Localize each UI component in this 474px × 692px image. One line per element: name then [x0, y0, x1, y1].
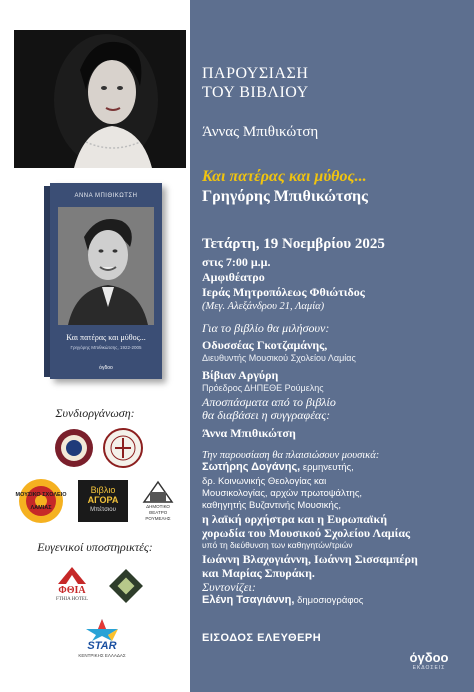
- co-organization-label: Συνδιοργάνωση:: [55, 406, 135, 420]
- metropolis-seal-logo: [103, 428, 143, 468]
- music-line3: Μουσικολογίας, αρχών πρωτοψάλτης,: [202, 488, 363, 499]
- portrait-illustration: [14, 30, 186, 168]
- teachers-line1: Ιωάννη Βλαχογιάννη, Ιωάννη Σισσαμπέρη: [202, 552, 418, 566]
- heading-line2: ΤΟΥ ΒΙΒΛΙΟΥ: [202, 84, 309, 101]
- book-cover: [50, 183, 162, 379]
- fthia-hotel-logo: [50, 564, 94, 608]
- biblio-logo-line2: ΑΓΟΡΑ: [87, 495, 119, 505]
- book-cover-subtitle: Γρηγόρης Μπιθικώτσης, 1922-2005: [70, 345, 142, 350]
- right-panel: [190, 0, 474, 692]
- theater-logo-line1: ΔΗΜΟΤΙΚΟ: [146, 504, 170, 509]
- music-line2: δρ. Κοινωνικής Θεολογίας και: [202, 476, 327, 487]
- free-entry-text: ΕΙΣΟΔΟΣ ΕΛΕΥΘΕΡΗ: [202, 632, 322, 644]
- speaker2-role: Πρόεδρος ΔΗΠΕΘΕ Ρούμελης: [202, 383, 324, 393]
- author-portrait-photo: [14, 30, 186, 168]
- school-logo-line1: ΜΟΥΣΙΚΟ ΣΧΟΛΕΙΟ: [15, 492, 67, 498]
- book-cover-title: Και πατέρας και μύθος...: [66, 333, 146, 342]
- association-seal-logo: [54, 428, 94, 468]
- biblio-logo-line1: Βιβλιο: [90, 485, 116, 495]
- venue-line1: Αμφιθέατρο: [202, 270, 265, 284]
- readings-line2: θα διαβάσει η συγγραφέας:: [202, 408, 331, 422]
- biblio-agora-logo: [78, 480, 128, 522]
- biblio-logo-line3: Μπέτσιου: [90, 507, 116, 513]
- hotel-logo-sub: FTHIA HOTEL: [55, 597, 89, 602]
- left-column: [0, 0, 190, 692]
- book-cover-photo: [58, 207, 154, 325]
- book-cover-publisher: όγδοο: [99, 365, 113, 371]
- heading-line1: ΠΑΡΟΥΣΙΑΣΗ: [202, 65, 309, 82]
- readings-line1: Αποσπάσματα από το βιβλίο: [202, 395, 336, 409]
- singer-illustration: [58, 207, 154, 325]
- speakers-intro: Για το βιβλίο θα μιλήσουν:: [202, 321, 330, 335]
- music-line4: καθηγητής Βυζαντινής Μουσικής,: [202, 500, 342, 511]
- star-channel-logo: [74, 617, 130, 665]
- venue-line2: Ιεράς Μητροπόλεως Φθιώτιδος: [202, 285, 365, 299]
- music-school-logo: [15, 477, 67, 525]
- diamond-sponsor-logo: [106, 566, 146, 606]
- music-performer-line: [202, 462, 468, 474]
- venue-address: (Μεγ. Αλεξάνδρου 21, Λαμία): [202, 301, 325, 312]
- speaker1-role: Διευθυντής Μουσικού Σχολείου Λαμίας: [202, 353, 356, 363]
- hotel-logo-name: ΦΘΙΑ: [58, 585, 86, 596]
- performer-role: ερμηνευτής,: [300, 462, 354, 473]
- book-subject: Γρηγόρης Μπιθικώτσης: [202, 188, 368, 205]
- coordinator-label: Συντονίζει:: [202, 580, 256, 594]
- ensemble-line1: η λαϊκή ορχήστρα και η Ευρωπαϊκή: [202, 512, 388, 526]
- music-intro: Την παρουσίαση θα πλαισιώσουν μουσικά:: [202, 450, 380, 461]
- publisher-sub: ΕΚΔΟΣΕΙΣ: [412, 665, 446, 671]
- publisher-logo: [394, 650, 464, 671]
- speaker2-name: Βίβιαν Αργύρη: [202, 368, 279, 382]
- event-date: Τετάρτη, 19 Νοεμβρίου 2025: [202, 236, 385, 252]
- book-cover-author: ΑΝΝΑ ΜΠΙΘΙΚΩΤΣΗ: [74, 193, 138, 199]
- ensemble-line2: χορωδία του Μουσικού Σχολείου Λαμίας: [202, 526, 411, 540]
- publisher-name: όγδοο: [409, 650, 449, 665]
- direction-line: υπό τη διεύθυνση των καθηγητών/τριών: [202, 540, 353, 550]
- book-title: Και πατέρας και μύθος...: [202, 168, 367, 185]
- coordinator-line: [202, 595, 468, 607]
- coordinator-role: δημοσιογράφος: [294, 595, 364, 606]
- reader-name: Άννα Μπιθικώτση: [202, 426, 296, 440]
- star-logo-sub: ΚΕΝΤΡΙΚΗΣ ΕΛΛΑΔΑΣ: [78, 653, 126, 658]
- theater-logo-line2: ΘΕΑΤΡΟ: [148, 510, 168, 515]
- theater-logo: [140, 478, 176, 524]
- teachers-line2: και Μαρίας Σπυράκη.: [202, 566, 315, 580]
- theater-logo-line3: ΡΟΥΜΕΛΗΣ: [145, 516, 171, 521]
- performer-name: Σωτήρης Δογάνης,: [202, 461, 301, 473]
- author-name: Άννας Μπιθικώτση: [202, 124, 319, 140]
- star-logo-name: STAR: [87, 640, 117, 652]
- coordinator-name: Ελένη Τσαγιάννη,: [202, 594, 295, 606]
- speaker1-name: Οδυσσέας Γκοτζαμάνης,: [202, 338, 328, 352]
- school-logo-line2: ΛΑΜΙΑΣ: [30, 505, 52, 511]
- event-time: στις 7:00 μ.μ.: [202, 255, 271, 269]
- sponsors-label: Ευγενικοί υποστηρικτές:: [37, 540, 153, 554]
